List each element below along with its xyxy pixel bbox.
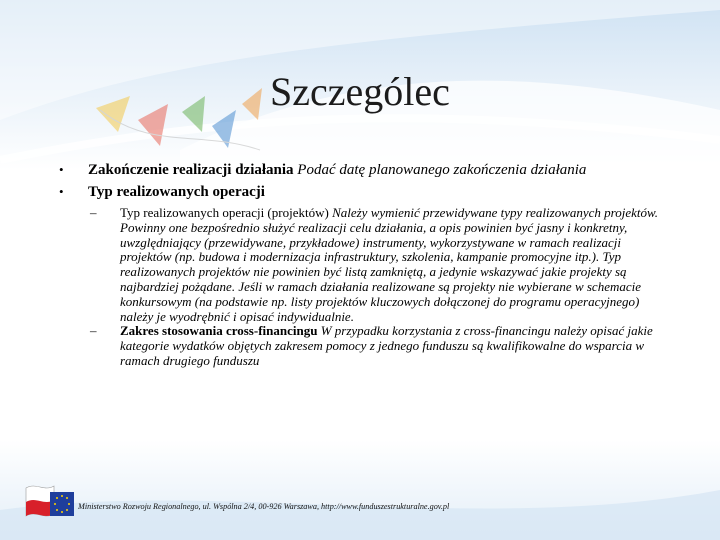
bullet-description: Podać datę planowanego zakończenia działania: [297, 162, 587, 178]
sub-bullet-list: [90, 205, 665, 369]
bullet-operation-type: [55, 184, 675, 200]
sub-bullet-dash: –: [90, 323, 97, 339]
bullet-completion: [55, 162, 675, 178]
footer-address: Ministerstwo Rozwoju Regionalnego, ul. Wspólna 2/4, 00-926 Warszawa, http://www.funduszestrukturalne.gov.pl: [78, 502, 450, 511]
slide-title: Szczególec: [270, 69, 450, 114]
footer-background: [0, 440, 720, 540]
bullet-dot: •: [59, 184, 64, 199]
ministry-flag-logo: [22, 478, 78, 524]
sub-bullet-project-types: [90, 205, 665, 324]
bullet-heading: Zakończenie realizacji działania: [88, 162, 294, 178]
slide-content: [55, 162, 675, 369]
sub-bullet-dash: –: [90, 205, 97, 220]
bullet-dot: •: [59, 162, 64, 177]
bullet-heading: Typ realizowanych operacji: [88, 184, 265, 200]
sub-bullet-description: Należy wymienić przewidywane typy realizowanych projektów. Powinny one bezpośrednio służyć realizacji celu działania, a opis powinien być jasny i konkretny, uwzględniający (przewidywane, przykładowe) instrumenty, wykorzystywane w ramach realizacji projektów (np. budowa i modernizacja infrastruktury, szkolenia, kampanie promocyjne itp.). Typ realizowanych projektów nie powinien być listą zamkniętą, a jedynie wskazywać jakie projekty są najbardziej pożądane. Jeśli w ramach działania realizowane są projekty nie wybierane w schemacie konkursowym (na podstawie np. listy projektów kluczowych dołączonej do programu operacyjnego) należy je wyodrębnić i opisać indywidualnie.: [120, 205, 658, 324]
sub-bullet-heading: Zakres stosowania cross-financingu: [120, 323, 318, 339]
sub-bullet-description: W przypadku korzystania z cross-financingu należy opisać jakie kategorie wydatków objętych zakresem pomocy z jednego funduszu są kwalifikowalne do wsparcia w ramach drugiego funduszu: [120, 323, 653, 368]
sub-bullet-cross-financing: [90, 323, 665, 368]
sub-bullet-heading: Typ realizowanych operacji (projektów): [120, 205, 329, 220]
